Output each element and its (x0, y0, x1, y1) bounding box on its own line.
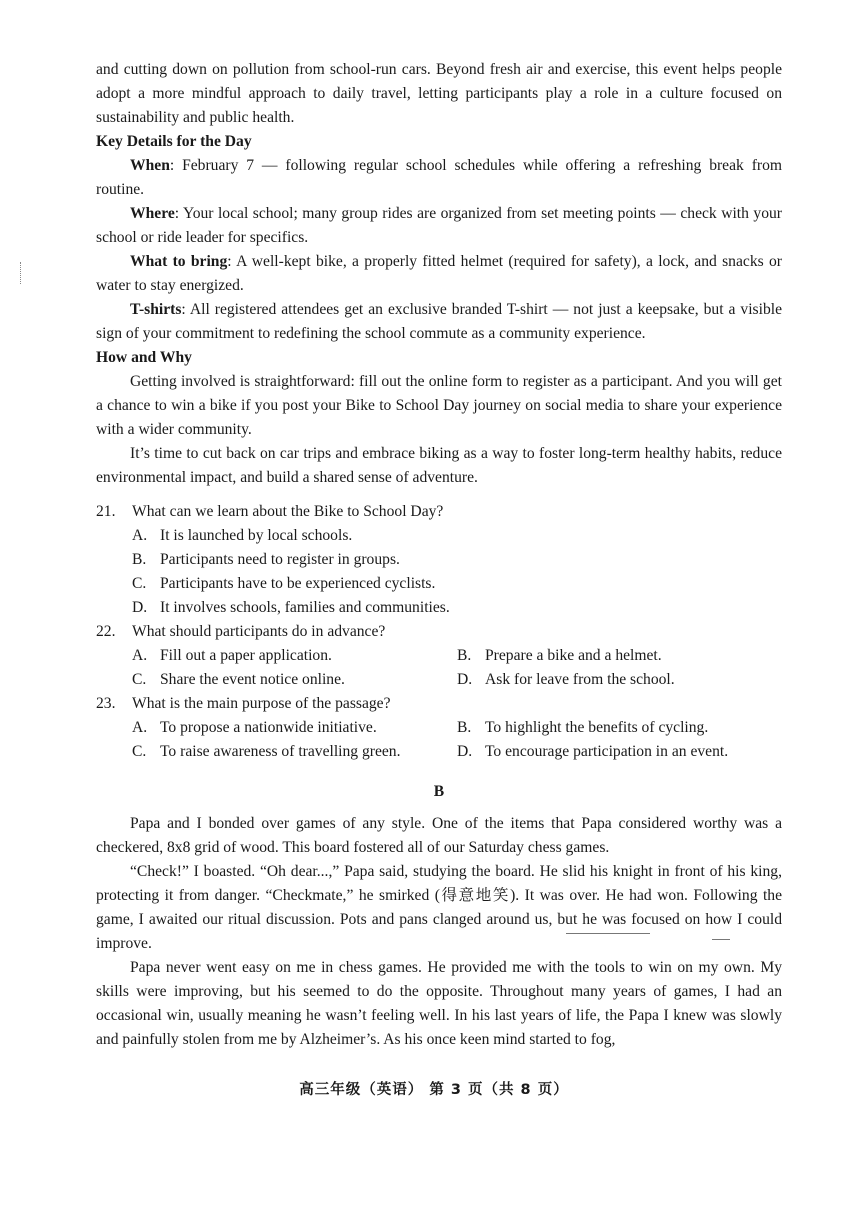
option-23-c (132, 740, 457, 764)
option-letter: D. (457, 743, 473, 760)
page-content (96, 58, 782, 1052)
option-row (96, 740, 782, 764)
passage-b-paragraph-2: “Check!” I boasted. “Oh dear...,” Papa said, studying the board. He slid his knight in front of his king, protecting it from danger. “Checkmate,” he smirked (得意地笑). It was over. He had won. Following the game, I awaited our ritual discussion. Pots and pans clanged around us, but he was focused on how I could improve. (96, 863, 782, 952)
where-paragraph (96, 202, 782, 250)
where-label: Where (130, 205, 175, 222)
question-number: 23. (96, 695, 116, 712)
option-text: To raise awareness of travelling green. (160, 743, 401, 760)
how-paragraph-2: It’s time to cut back on car trips and embrace biking as a way to foster long-term healthy habits, reduce environmental impact, and build a shared sense of adventure. (96, 445, 782, 486)
question-22 (96, 620, 782, 644)
option-row (96, 644, 782, 668)
option-letter: D. (457, 671, 473, 688)
margin-mark (20, 262, 22, 284)
option-23-a (132, 716, 457, 740)
option-22-c (132, 668, 457, 692)
option-row (96, 668, 782, 692)
how-paragraph-1: Getting involved is straightforward: fill out the online form to register as a participant. And you will get a chance to win a bike if you post your Bike to School Day journey on social media to share your experience with a wider community. (96, 373, 782, 438)
option-letter: B. (457, 719, 472, 736)
when-paragraph (96, 154, 782, 202)
option-letter: C. (132, 575, 147, 592)
question-block (96, 500, 782, 764)
option-21-d (96, 596, 782, 620)
option-text: Participants have to be experienced cyclists. (160, 575, 436, 592)
option-22-b (457, 644, 782, 668)
option-23-d (457, 740, 782, 764)
tshirt-paragraph (96, 298, 782, 346)
page-footer: 高三年级（英语） 第 3 页（共 8 页） (299, 1082, 569, 1098)
bring-paragraph (96, 250, 782, 298)
option-text: Share the event notice online. (160, 671, 345, 688)
question-number: 22. (96, 623, 116, 640)
option-letter: C. (132, 671, 147, 688)
option-text: Fill out a paper application. (160, 647, 332, 664)
question-23 (96, 692, 782, 716)
option-21-a (96, 524, 782, 548)
tshirt-text: : All registered attendees get an exclusive branded T-shirt — not just a keepsake, but a visible sign of your commitment to redefining the school commute as a community experience. (96, 301, 782, 342)
option-letter: A. (132, 527, 148, 544)
option-text: Prepare a bike and a helmet. (485, 647, 662, 664)
stray-line (566, 933, 650, 934)
question-text: What should participants do in advance? (132, 623, 386, 640)
option-text: To highlight the benefits of cycling. (485, 719, 709, 736)
option-letter: A. (132, 647, 148, 664)
option-text: Participants need to register in groups. (160, 551, 400, 568)
key-details-heading: Key Details for the Day (96, 133, 252, 150)
section-b-label: B (433, 783, 445, 800)
option-letter: A. (132, 719, 148, 736)
question-text: What can we learn about the Bike to School Day? (132, 503, 444, 520)
passage-b-paragraph-3: Papa never went easy on me in chess games. He provided me with the tools to win on my own. My skills were improving, but his seemed to do the opposite. Throughout many years of games, I had an occasional win, usually meaning he wasn’t feeling well. In his last years of life, the Papa I knew was slowly and painfully stolen from me by Alzheimer’s. As his once keen mind started to fog, (96, 959, 782, 1048)
option-22-d (457, 668, 782, 692)
passage-b-paragraph-1: Papa and I bonded over games of any style. One of the items that Papa considered worthy was a checkered, 8x8 grid of wood. This board fostered all of our Saturday chess games. (96, 815, 782, 856)
option-letter: D. (132, 599, 148, 616)
bring-text: : A well-kept bike, a properly fitted helmet (required for safety), a lock, and snacks or water to stay energized. (96, 253, 782, 294)
option-letter: B. (457, 647, 472, 664)
passage-a-intro-tail: and cutting down on pollution from school-run cars. Beyond fresh air and exercise, this event helps people adopt a more mindful approach to daily travel, letting participants play a role in a culture focused on sustainability and public health. (96, 61, 782, 126)
stray-line (712, 939, 730, 940)
option-text: It is launched by local schools. (160, 527, 353, 544)
bring-label: What to bring (130, 253, 228, 270)
how-why-heading: How and Why (96, 349, 192, 366)
option-letter: C. (132, 743, 147, 760)
option-row (96, 716, 782, 740)
option-22-a (132, 644, 457, 668)
when-label: When (130, 157, 170, 174)
option-21-b (96, 548, 782, 572)
option-text: Ask for leave from the school. (485, 671, 675, 688)
when-text: : February 7 — following regular school schedules while offering a refreshing break from routine. (96, 157, 782, 198)
option-letter: B. (132, 551, 147, 568)
option-23-b (457, 716, 782, 740)
question-number: 21. (96, 503, 116, 520)
option-text: It involves schools, families and communities. (160, 599, 450, 616)
option-text: To propose a nationwide initiative. (160, 719, 377, 736)
where-text: : Your local school; many group rides are organized from set meeting points — check with your school or ride leader for specifics. (96, 205, 782, 246)
option-21-c (96, 572, 782, 596)
question-21 (96, 500, 782, 524)
tshirt-label: T-shirts (130, 301, 182, 318)
option-text: To encourage participation in an event. (485, 743, 729, 760)
question-text: What is the main purpose of the passage? (132, 695, 391, 712)
